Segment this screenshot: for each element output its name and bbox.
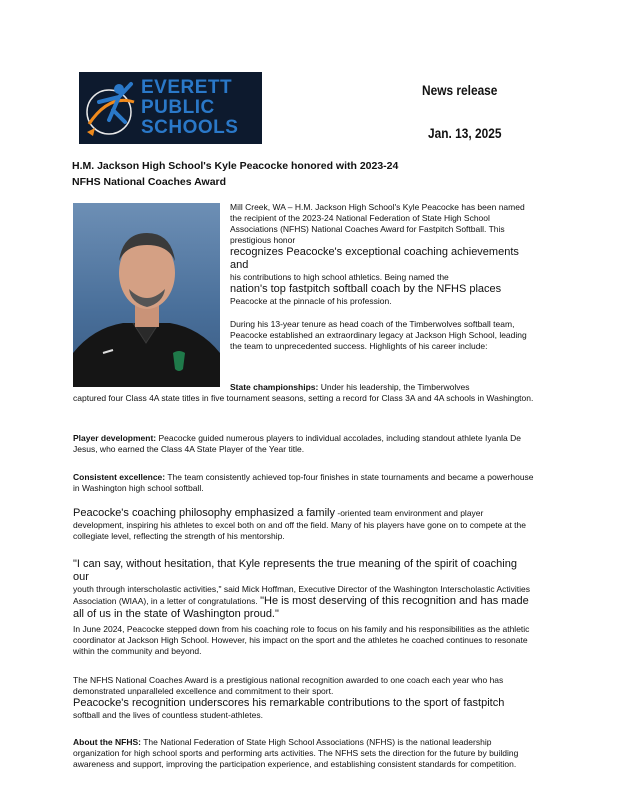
philosophy-lead: Peacocke's coaching philosophy emphasized a family [73, 507, 335, 519]
award-text-b: softball and the lives of countless student-athletes. [73, 710, 263, 720]
consistent-excellence-label: Consistent excellence: [73, 472, 166, 482]
coach-photo [73, 203, 220, 387]
player-development-label: Player development: [73, 433, 157, 443]
headline [72, 158, 532, 190]
everett-public-schools-logo [79, 72, 262, 144]
award-lead: Peacocke's recognition underscores his remarkable contributions to the sport of fastpitch [73, 697, 505, 709]
award-paragraph [73, 675, 535, 721]
consistent-excellence-paragraph [73, 472, 535, 494]
logo-text-line1: EVERETT [141, 77, 233, 98]
about-nfhs-paragraph [73, 737, 535, 770]
logo-text-line2: PUBLIC [141, 97, 215, 118]
philosophy-text: -oriented team environment and player development, inspiring his athletes to excel both on and off the field. Many of his players have gone on to compete at the collegiate level, reflecting the strength of his mentorship. [73, 508, 526, 541]
intro-text-b: recognizes Peacocke's exceptional coaching achievements and [230, 246, 519, 271]
news-release-label: News release [422, 82, 498, 98]
headline-line2: NFHS National Coaches Award [72, 176, 227, 188]
philosophy-paragraph [73, 507, 535, 542]
intro-column [230, 202, 535, 352]
logo-text-line3: SCHOOLS [141, 117, 239, 138]
about-nfhs-text: The National Federation of State High School Associations (NFHS) is the national leadership organization for high school sports and performing arts activities. The NFHS sets the direction for the future by building awareness and support, improving the participation experience, and establishing consistent standards for competition. [73, 737, 519, 769]
about-nfhs-label: About the NFHS: [73, 737, 141, 747]
intro-text-c: his contributions to high school athletics. Being named the [230, 272, 449, 282]
stepped-down-paragraph: In June 2024, Peacocke stepped down from his coaching role to focus on his family and his responsibilities as the athletic coordinator at Jackson High School. However, his impact on the sport and the athletes he coached continues to resonate within the community and beyond. [73, 624, 530, 656]
headline-line1: H.M. Jackson High School's Kyle Peacocke honored with 2023-24 [72, 160, 399, 172]
intro-text-e: Peacocke at the pinnacle of his profession. [230, 296, 392, 306]
player-development-text: Peacocke guided numerous players to individual accolades, including standout athlete Iyanla De Jesus, who earned the Class 4A State Player of the Year title. [73, 433, 521, 454]
quote-attribution: youth through interscholastic activities," said Mick Hoffman, Executive Director of the Washington Interscholastic Activities Association (WIAA), in a letter of congratulations. [73, 584, 531, 606]
state-championships-continued: captured four Class 4A state titles in five tournament seasons, setting a record for Class 3A and 4A schools in Washington. [73, 393, 534, 403]
state-championships-line [230, 382, 535, 393]
state-championships-text-col: Under his leadership, the Timberwolves [320, 382, 470, 392]
tenure-paragraph: During his 13-year tenure as head coach of the Timberwolves softball team, Peacocke established an extraordinary legacy at Jackson High School, leading the team to unprecedented success. Highlights of his career include: [230, 319, 527, 351]
quote-lead: "I can say, without hesitation, that Kyle represents the true meaning of the spirit of coaching our [73, 558, 517, 583]
intro-text-a: Mill Creek, WA – H.M. Jackson High School's Kyle Peacocke has been named the recipient of the 2023-24 National Federation of State High School Associations (NFHS) National Coaches Award for Fastpitch Softball. This prestigious honor [230, 202, 525, 245]
release-date: Jan. 13, 2025 [428, 125, 502, 141]
quote-paragraph [73, 558, 535, 621]
intro-paragraph [230, 202, 535, 307]
consistent-excellence-text: The team consistently achieved top-four finishes in state tournaments and became a powerhouse in Washington high school softball. [73, 472, 534, 493]
intro-text-d: nation's top fastpitch softball coach by the NFHS places [230, 283, 502, 295]
quote-close: "He is most deserving of this recognition and has made all of us in the state of Washington proud." [73, 595, 529, 620]
player-development-paragraph [73, 433, 535, 455]
award-text-a: The NFHS National Coaches Award is a prestigious national recognition awarded to one coach each year who has demonstrated unparalleled excellence and commitment to their sport. [73, 675, 504, 696]
state-championships-label: State championships: [230, 382, 319, 392]
